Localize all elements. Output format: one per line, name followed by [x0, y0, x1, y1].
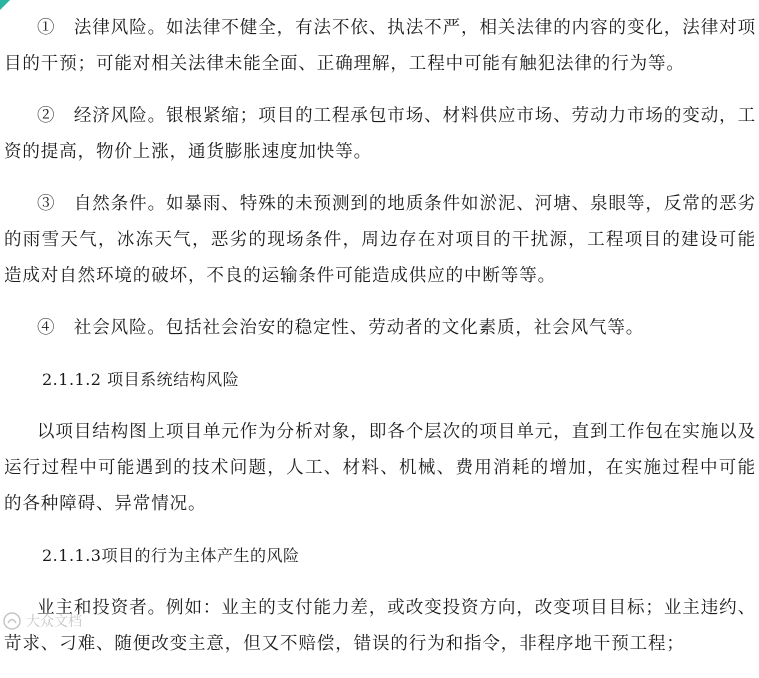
section-heading-2-1-1-2: 2.1.1.2 项目系统结构风险	[42, 370, 240, 389]
section-heading-2-1-1-3: 2.1.1.3项目的行为主体产生的风险	[42, 546, 300, 565]
paragraph-system-structure: 以项目结构图上项目单元作为分析对象，即各个层次的项目单元，直到工作包在实施以及运行过程中可能遇到的技术问题，人工、材料、机械、费用消耗的增加，在实施过程中可能的各种障碍、异常情况。	[4, 422, 756, 514]
paragraph-legal-risk: ① 法律风险。如法律不健全，有法不依、执法不严，相关法律的内容的变化，法律对项目的干预；可能对相关法律未能全面、正确理解，工程中可能有触犯法律的行为等。	[4, 18, 756, 74]
paragraph-owner-investor: 业主和投资者。例如：业主的支付能力差，或改变投资方向，改变项目目标；业主违约、苛求、刁难、随便改变主意，但又不赔偿，错误的行为和指令，非程序地干预工程；	[4, 598, 756, 654]
watermark	[2, 608, 82, 634]
corner-marker	[0, 0, 10, 10]
document-body	[4, 10, 756, 678]
paragraph-natural-conditions: ③ 自然条件。如暴雨、特殊的未预测到的地质条件如淤泥、河塘、泉眼等，反常的恶劣的雨雪天气，冰冻天气，恶劣的现场条件，周边存在对项目的干扰源，工程项目的建设可能造成对自然环境的破坏，不良的运输条件可能造成供应的中断等等。	[4, 194, 756, 286]
watermark-logo-icon	[2, 611, 22, 631]
watermark-text: 大众文档	[26, 614, 82, 630]
paragraph-social-risk: ④ 社会风险。包括社会治安的稳定性、劳动者的文化素质，社会风气等。	[37, 318, 645, 338]
paragraph-economic-risk: ② 经济风险。银根紧缩；项目的工程承包市场、材料供应市场、劳动力市场的变动，工资的提高，物价上涨，通货膨胀速度加快等。	[4, 106, 756, 162]
